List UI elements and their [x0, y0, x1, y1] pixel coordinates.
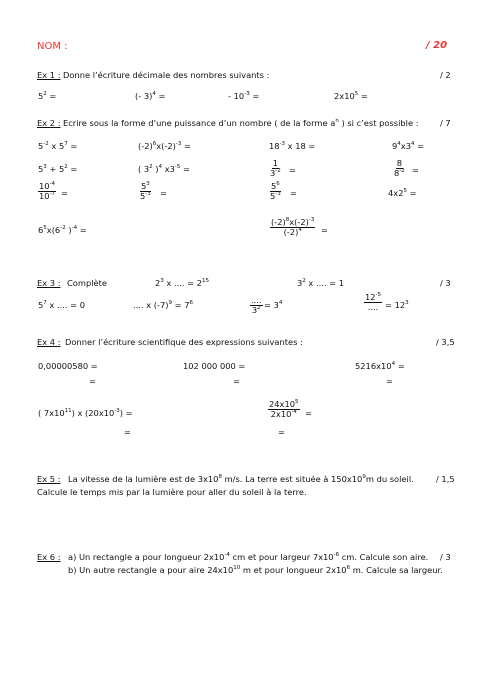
ex2-fraction-2-eq: = [412, 165, 419, 175]
ex2-fraction-2: 8 $8^{-2}$ [394, 158, 405, 178]
ex4-fraction-eq: = [305, 408, 312, 418]
ex4-instruction: Donner l’écriture scientifique des expressions suivantes : [65, 337, 303, 347]
name-label: NOM : [37, 41, 68, 52]
ex4-expr-4: ( $7x10^{11}$) x $(20x10^{-3})$ = [38, 408, 133, 418]
ex3-fraction-1: .... $3^2$ [251, 295, 262, 315]
ex1-item-4: $2x10^5$ = [334, 91, 368, 101]
ex2-item-2: $(-2)^6x(-2)^{-3}$ = [138, 141, 191, 151]
ex3-fraction-2-rhs: = $12^3$ [385, 300, 409, 310]
ex5-label: Ex 5 : [37, 474, 61, 484]
ex2-fraction-4: $5^3$ $5^{-3}$ [140, 181, 151, 201]
ex2-fraction-5-eq: = [290, 188, 297, 198]
ex4-eq-5: = [278, 427, 285, 437]
ex1-instruction: Donne l’écriture décimale des nombres suivants : [63, 70, 270, 80]
ex4-expr-1: 0,00000580 = [38, 361, 98, 371]
total-score: / 20 [426, 40, 448, 51]
ex2-fraction-3: $10^{-4}$ $10^{-7}$ [39, 181, 56, 201]
ex4-eq-2: = [233, 376, 240, 386]
ex4-eq-3: = [386, 376, 393, 386]
ex4-fraction: $24x10^5$ $2x10^{-4}$ [269, 399, 299, 419]
ex2-instruction: Ecrire sous la forme d’une puissance d’un nombre ( de la forme $a^n$ ) si c’est possible : [63, 118, 419, 128]
ex2-item-5: $5^3 + 5^2$ = [38, 164, 78, 174]
ex2-fraction-6: $(-2)^8x(-2)^{-3}$ $(-2)^4$ [271, 217, 315, 237]
ex6-label: Ex 6 : [37, 552, 61, 562]
ex3-points: / 3 [440, 278, 451, 288]
ex4-label: Ex 4 : [37, 337, 61, 347]
ex3-item-4: .... x $(-7)^9 = 7^6$ [133, 300, 193, 310]
ex2-fraction-5: $5^6$ $5^{-3}$ [270, 181, 281, 201]
ex3-label: Ex 3 : [37, 278, 61, 288]
ex4-points: / 3,5 [436, 337, 455, 347]
ex1-item-1: $5^2$ = [38, 91, 57, 101]
ex2-fraction-4-eq: = [160, 188, 167, 198]
ex2-item-3: $18^{-3}$ x 18 = [269, 141, 316, 151]
ex4-expr-2: 102 000 000 = [183, 361, 246, 371]
ex5-points: / 1,5 [436, 474, 455, 484]
ex2-label: Ex 2 : [37, 118, 61, 128]
ex2-item-4: $9^4x3^4$ = [392, 141, 425, 151]
ex3-instruction: Complète [67, 278, 107, 288]
ex3-fraction-1-rhs: = $3^4$ [264, 300, 283, 310]
ex6-line-1: a) Un rectangle a pour longueur $2x10^{-4}$ cm et pour largeur $7x10^{-6}$ cm. Calcule son aire. [68, 552, 429, 562]
ex4-eq-4: = [124, 427, 131, 437]
ex2-item-6: ( $3^2$ )$^4$ $x3^{-5}$ = [138, 164, 190, 174]
ex1-item-2: (- 3)$^4$ = [135, 91, 166, 101]
ex1-label: Ex 1 : [37, 70, 61, 80]
ex2-fraction-1: 1 $3^{-2}$ [270, 158, 281, 178]
ex1-item-3: - $10^{-3}$ = [228, 91, 260, 101]
ex2-item-1: $5^{-2}$ x $5^7$ = [38, 141, 78, 151]
ex4-expr-3: $5216x10^4$ = [355, 361, 405, 371]
ex6-points: / 3 [440, 552, 451, 562]
ex2-fraction-1-eq: = [289, 165, 296, 175]
ex2-fraction-3-eq: = [61, 188, 68, 198]
ex5-line-2: Calcule le temps mis par la lumière pour aller du soleil à la terre. [37, 487, 307, 497]
ex6-line-2: b) Un autre rectangle a pour aire $24x10^{10}$ m et pour longueur $2x10^6$ m. Calcule sa largeur. [68, 565, 443, 575]
ex2-item-row4: $6^5x(6^{-2}$ )$^{-4}$ = [38, 225, 87, 235]
ex3-item-2: $3^2$ x .... = 1 [297, 278, 345, 288]
ex4-eq-1: = [89, 376, 96, 386]
ex2-item-last-row3: $4x2^5$ = [388, 188, 417, 198]
ex2-fraction-6-eq: = [321, 225, 328, 235]
ex3-item-3: $5^7$ x .... = 0 [38, 300, 86, 310]
ex3-item-1: $2^3$ x .... = $2^{15}$ [155, 278, 210, 288]
ex2-points: / 7 [440, 118, 451, 128]
ex5-line-1: La vitesse de la lumière est de $3x10^8$ m/s. La terre est située à $150x10^9m$ du soleil. [68, 474, 414, 484]
ex3-fraction-2: $12^{-5}$ .... [365, 292, 382, 312]
ex1-points: / 2 [440, 70, 451, 80]
